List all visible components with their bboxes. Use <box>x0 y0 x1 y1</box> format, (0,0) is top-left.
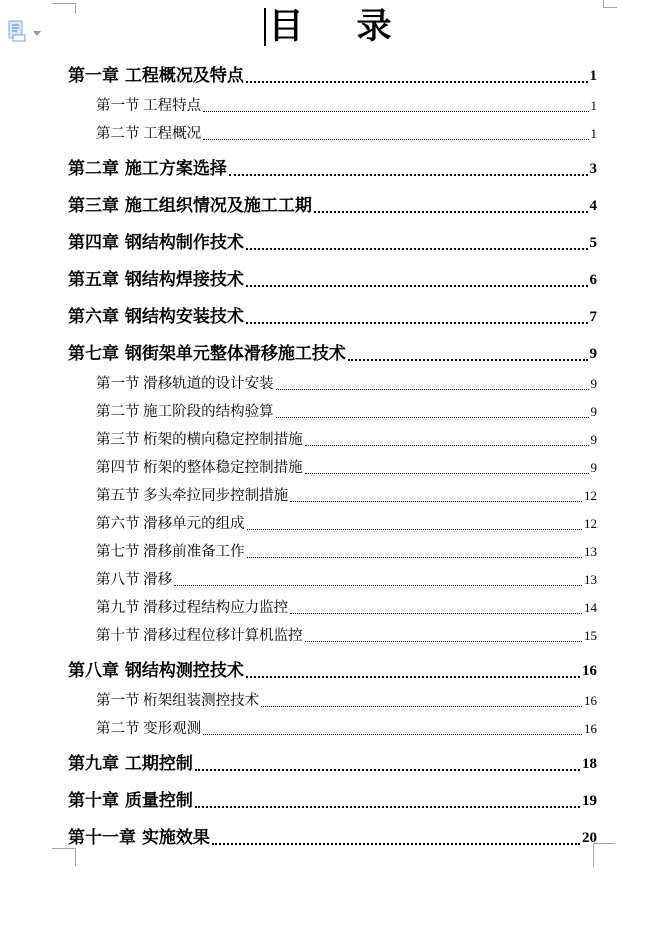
toc-leader-dots <box>276 389 589 390</box>
toc-leader-dots <box>212 843 580 845</box>
toc-entry-label: 第八章 钢结构测控技术 <box>68 661 244 681</box>
toc-entry-page: 18 <box>582 756 597 772</box>
toc-entry[interactable] <box>68 306 597 328</box>
toc-leader-dots <box>203 111 588 112</box>
toc-entry-page: 6 <box>589 272 597 288</box>
toc-leader-dots <box>246 285 588 287</box>
document-title-row <box>68 4 597 50</box>
toc-entry-label: 第一节 桁架组装测控技术 <box>96 693 260 709</box>
toc-leader-dots <box>203 734 582 735</box>
toc-entry-label: 第九章 工期控制 <box>68 754 193 774</box>
toc-entry[interactable] <box>68 660 597 682</box>
toc-entry-label: 第五节 多头牵拉同步控制措施 <box>96 488 289 504</box>
toc-entry[interactable] <box>68 195 597 217</box>
toc-entry-page: 9 <box>590 460 597 475</box>
toc-entry[interactable] <box>96 459 597 477</box>
toc-entry-label: 第三节 桁架的横向稳定控制措施 <box>96 432 303 448</box>
toc-leader-dots <box>290 613 582 614</box>
toc-entry-label: 第四节 桁架的整体稳定控制措施 <box>96 460 303 476</box>
toc-entry[interactable] <box>96 97 597 115</box>
toc-entry-label: 第十一章 实施效果 <box>68 828 210 848</box>
toc-entry-label: 第六章 钢结构安装技术 <box>68 307 244 327</box>
toc-entry-page: 4 <box>589 198 597 214</box>
toc-entry-page: 5 <box>589 235 597 251</box>
text-cursor <box>264 8 266 46</box>
toc-entry-label: 第二节 工程概况 <box>96 126 202 142</box>
toc-entry-label: 第一章 工程概况及特点 <box>68 66 244 86</box>
toc-entry[interactable] <box>68 65 597 87</box>
toc-entry-label: 第九节 滑移过程结构应力监控 <box>96 600 289 616</box>
page-title: 目 录 <box>268 7 401 47</box>
toc-entry-page: 1 <box>589 68 597 84</box>
toc-entry-label: 第六节 滑移单元的组成 <box>96 516 245 532</box>
toc-entry-page: 9 <box>589 346 597 362</box>
toc-entry-page: 16 <box>582 663 597 679</box>
toc-entry[interactable] <box>96 571 597 589</box>
toc-leader-dots <box>203 139 588 140</box>
toc-entry[interactable] <box>96 431 597 449</box>
toc-leader-dots <box>229 174 588 176</box>
toc-entry-label: 第五章 钢结构焊接技术 <box>68 270 244 290</box>
toc-entry-page: 1 <box>590 98 597 113</box>
toc-entry-page: 20 <box>582 830 597 846</box>
toc-entry[interactable] <box>68 232 597 254</box>
toc-entry-label: 第二章 施工方案选择 <box>68 159 227 179</box>
toc-entry-label: 第一节 工程特点 <box>96 98 202 114</box>
toc-entry-label: 第七节 滑移前准备工作 <box>96 544 245 560</box>
toc-entry-page: 3 <box>589 161 597 177</box>
toc-entry-page: 12 <box>584 516 597 531</box>
toc-entry-label: 第四章 钢结构制作技术 <box>68 233 244 253</box>
toc-entry[interactable] <box>68 343 597 365</box>
toc-entry-label: 第二节 施工阶段的结构验算 <box>96 404 274 420</box>
toc-leader-dots <box>247 557 582 558</box>
toc-entry[interactable] <box>68 753 597 775</box>
toc-entry[interactable] <box>96 627 597 645</box>
toc-entry-page: 16 <box>584 693 597 708</box>
toc-entry-label: 第三章 施工组织情况及施工工期 <box>68 196 312 216</box>
toc-leader-dots <box>305 473 589 474</box>
toc-entry-page: 13 <box>584 544 597 559</box>
toc-leader-dots <box>246 248 588 250</box>
toc-entry-page: 9 <box>590 404 597 419</box>
toc-entry[interactable] <box>68 158 597 180</box>
toc-entry-page: 9 <box>590 432 597 447</box>
toc-leader-dots <box>195 806 580 808</box>
toc-entry[interactable] <box>96 720 597 738</box>
toc-list <box>68 65 597 849</box>
toc-entry-label: 第一节 滑移轨道的设计安装 <box>96 376 274 392</box>
toc-entry[interactable] <box>96 692 597 710</box>
toc-entry-page: 14 <box>584 600 597 615</box>
toc-entry-label: 第二节 变形观测 <box>96 721 202 737</box>
toc-entry[interactable] <box>96 515 597 533</box>
toc-leader-dots <box>246 676 580 678</box>
toc-entry-page: 15 <box>584 628 597 643</box>
toc-leader-dots <box>247 529 582 530</box>
toc-entry-page: 12 <box>584 488 597 503</box>
toc-entry-page: 13 <box>584 572 597 587</box>
toc-entry-page: 1 <box>590 126 597 141</box>
toc-leader-dots <box>246 322 588 324</box>
toc-leader-dots <box>276 417 589 418</box>
toc-entry[interactable] <box>68 269 597 291</box>
toc-entry[interactable] <box>68 790 597 812</box>
toc-entry[interactable] <box>96 403 597 421</box>
toc-leader-dots <box>174 585 582 586</box>
toc-entry-label: 第七章 钢街架单元整体滑移施工技术 <box>68 344 346 364</box>
toc-leader-dots <box>348 359 588 361</box>
toc-entry-label: 第八节 滑移 <box>96 572 173 588</box>
toc-entry[interactable] <box>68 827 597 849</box>
toc-leader-dots <box>305 641 582 642</box>
toc-entry[interactable] <box>96 487 597 505</box>
toc-entry-label: 第十章 质量控制 <box>68 791 193 811</box>
toc-entry[interactable] <box>96 543 597 561</box>
toc-leader-dots <box>305 445 589 446</box>
toc-leader-dots <box>246 81 588 83</box>
toc-leader-dots <box>261 706 582 707</box>
toc-entry[interactable] <box>96 375 597 393</box>
toc-leader-dots <box>195 769 580 771</box>
toc-entry-page: 9 <box>590 376 597 391</box>
toc-leader-dots <box>290 501 582 502</box>
toc-entry-page: 7 <box>589 309 597 325</box>
toc-entry[interactable] <box>96 125 597 143</box>
toc-entry-label: 第十节 滑移过程位移计算机监控 <box>96 628 303 644</box>
toc-entry-page: 19 <box>582 793 597 809</box>
toc-entry-page: 16 <box>584 721 597 736</box>
toc-entry[interactable] <box>96 599 597 617</box>
toc-leader-dots <box>314 211 588 213</box>
